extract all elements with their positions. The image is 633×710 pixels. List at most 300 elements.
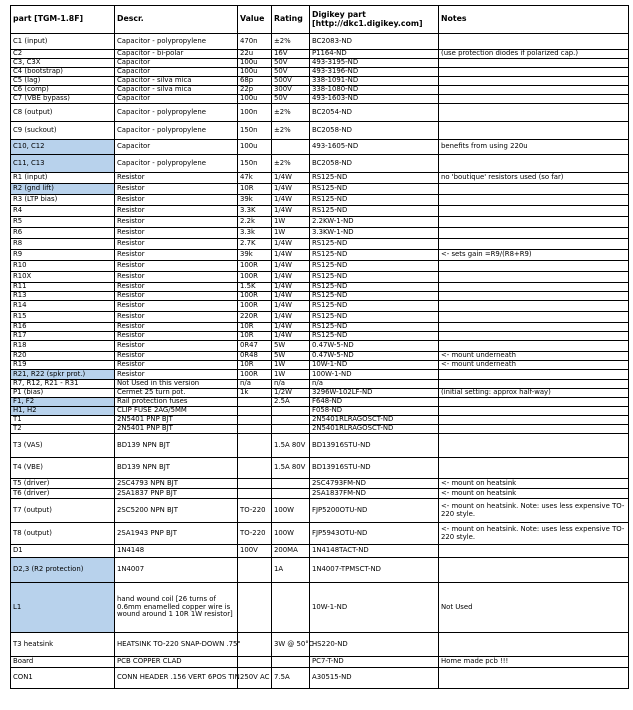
- value-cell: TO-220: [238, 499, 272, 523]
- descr-cell: 1N4148: [115, 545, 238, 558]
- descr-cell: Resistor: [115, 272, 238, 283]
- part-cell: R15: [11, 312, 115, 323]
- descr-cell: Capacitor: [115, 95, 238, 104]
- value-cell: 22u: [238, 50, 272, 59]
- part-cell: R10X: [11, 272, 115, 283]
- rating-cell: 3W @ 50°C: [272, 633, 310, 657]
- notes-cell: (initial setting: approx half-way): [439, 389, 629, 398]
- table-row: [11, 361, 629, 370]
- col-header-notes: Notes: [439, 6, 629, 34]
- col-header-digikey: Digikey part [http://dkc1.digikey.com]: [310, 6, 439, 34]
- part-cell: R16: [11, 323, 115, 332]
- value-cell: TO-220: [238, 523, 272, 545]
- descr-cell: 2SA1943 PNP BJT: [115, 523, 238, 545]
- digikey-part-cell: FJP5943OTU-ND: [310, 523, 439, 545]
- value-cell: 100R: [238, 370, 272, 380]
- rating-cell: ±2%: [272, 155, 310, 173]
- descr-cell: 2SC5200 NPN BJT: [115, 499, 238, 523]
- digikey-part-cell: BC2058-ND: [310, 122, 439, 140]
- value-cell: [238, 398, 272, 407]
- rating-cell: ±2%: [272, 122, 310, 140]
- descr-cell: CONN HEADER .156 VERT 6POS TIN: [115, 668, 238, 689]
- table-row: [11, 140, 629, 155]
- descr-cell: Resistor: [115, 239, 238, 250]
- digikey-part-cell: 10W-1-ND: [310, 361, 439, 370]
- table-row: [11, 332, 629, 341]
- part-cell: C4 (bootstrap): [11, 68, 115, 77]
- value-cell: 220R: [238, 312, 272, 323]
- descr-cell: Resistor: [115, 301, 238, 312]
- notes-cell: [439, 34, 629, 50]
- value-cell: [238, 583, 272, 633]
- value-cell: 100R: [238, 261, 272, 272]
- digikey-part-cell: 338-1080-ND: [310, 86, 439, 95]
- table-row: [11, 370, 629, 380]
- rating-cell: 1/4W: [272, 173, 310, 184]
- table-row: [11, 104, 629, 122]
- table-row: [11, 434, 629, 458]
- digikey-part-cell: RS125-ND: [310, 239, 439, 250]
- digikey-part-cell: RS125-ND: [310, 301, 439, 312]
- rating-cell: 50V: [272, 68, 310, 77]
- notes-cell: [439, 633, 629, 657]
- digikey-part-cell: 2.2KW-1-ND: [310, 217, 439, 228]
- notes-cell: [439, 206, 629, 217]
- part-cell: R10: [11, 261, 115, 272]
- digikey-part-cell: RS125-ND: [310, 323, 439, 332]
- part-cell: C5 (lag): [11, 77, 115, 86]
- digikey-part-cell: RS125-ND: [310, 184, 439, 195]
- table-row: [11, 206, 629, 217]
- descr-cell: Resistor: [115, 195, 238, 206]
- notes-cell: [439, 239, 629, 250]
- descr-cell: 2SC4793 NPN BJT: [115, 479, 238, 489]
- descr-cell: Resistor: [115, 173, 238, 184]
- value-cell: [238, 458, 272, 479]
- rating-cell: 1/4W: [272, 283, 310, 292]
- notes-cell: [439, 668, 629, 689]
- notes-cell: [439, 407, 629, 416]
- digikey-part-cell: RS125-ND: [310, 272, 439, 283]
- descr-cell: Resistor: [115, 292, 238, 301]
- digikey-part-cell: P1164-ND: [310, 50, 439, 59]
- header-row: [11, 6, 629, 34]
- table-row: [11, 312, 629, 323]
- notes-cell: <- mount underneath: [439, 352, 629, 361]
- value-cell: 100R: [238, 292, 272, 301]
- notes-cell: [439, 59, 629, 68]
- table-row: [11, 239, 629, 250]
- part-cell: C8 (output): [11, 104, 115, 122]
- rating-cell: 1W: [272, 217, 310, 228]
- value-cell: 3.3K: [238, 206, 272, 217]
- value-cell: n/a: [238, 380, 272, 389]
- rating-cell: 300V: [272, 86, 310, 95]
- rating-cell: [272, 425, 310, 434]
- rating-cell: [272, 657, 310, 668]
- table-row: [11, 583, 629, 633]
- parts-table: [10, 5, 629, 689]
- notes-cell: [439, 301, 629, 312]
- notes-cell: [439, 184, 629, 195]
- rating-cell: 1/4W: [272, 250, 310, 261]
- notes-cell: <- sets gain =R9/(R8+R9): [439, 250, 629, 261]
- table-row: [11, 558, 629, 583]
- value-cell: 39k: [238, 250, 272, 261]
- value-cell: 22p: [238, 86, 272, 95]
- part-cell: R21, R22 (spkr prot.): [11, 370, 115, 380]
- rating-cell: 1/4W: [272, 323, 310, 332]
- value-cell: 10R: [238, 332, 272, 341]
- digikey-part-cell: 2SA1837FM-ND: [310, 489, 439, 499]
- descr-cell: Capacitor - bi-polar: [115, 50, 238, 59]
- part-cell: C6 (comp): [11, 86, 115, 95]
- value-cell: 100V: [238, 545, 272, 558]
- digikey-part-cell: BC2058-ND: [310, 155, 439, 173]
- rating-cell: [272, 140, 310, 155]
- table-row: [11, 228, 629, 239]
- rating-cell: 1/4W: [272, 261, 310, 272]
- part-cell: T2: [11, 425, 115, 434]
- digikey-part-cell: 0.47W-5-ND: [310, 352, 439, 361]
- notes-cell: [439, 332, 629, 341]
- notes-cell: [439, 416, 629, 425]
- part-cell: C10, C12: [11, 140, 115, 155]
- value-cell: [238, 633, 272, 657]
- table-row: [11, 34, 629, 50]
- part-cell: CON1: [11, 668, 115, 689]
- digikey-part-cell: HS220-ND: [310, 633, 439, 657]
- notes-cell: [439, 155, 629, 173]
- rating-cell: ±2%: [272, 104, 310, 122]
- rating-cell: 50V: [272, 59, 310, 68]
- rating-cell: [272, 583, 310, 633]
- descr-cell: Capacitor: [115, 59, 238, 68]
- rating-cell: 1/4W: [272, 184, 310, 195]
- digikey-part-cell: 0.47W-5-ND: [310, 341, 439, 352]
- part-cell: D1: [11, 545, 115, 558]
- digikey-part-cell: BC2054-ND: [310, 104, 439, 122]
- value-cell: 39k: [238, 195, 272, 206]
- value-cell: 100u: [238, 68, 272, 77]
- digikey-part-cell: F648-ND: [310, 398, 439, 407]
- part-cell: D2,3 (R2 protection): [11, 558, 115, 583]
- part-cell: R11: [11, 283, 115, 292]
- value-cell: 250V AC: [238, 668, 272, 689]
- part-cell: C9 (suckout): [11, 122, 115, 140]
- digikey-part-cell: 493-1603-ND: [310, 95, 439, 104]
- value-cell: 47k: [238, 173, 272, 184]
- descr-cell: Not Used in this version: [115, 380, 238, 389]
- rating-cell: 1W: [272, 361, 310, 370]
- digikey-part-cell: 10W-1-ND: [310, 583, 439, 633]
- value-cell: 100u: [238, 140, 272, 155]
- notes-cell: [439, 86, 629, 95]
- part-cell: T3 heatsink: [11, 633, 115, 657]
- table-row: [11, 341, 629, 352]
- notes-cell: <- mount on heatsink. Note: uses less expensive TO-220 style.: [439, 523, 629, 545]
- table-row: [11, 668, 629, 689]
- part-cell: R19: [11, 361, 115, 370]
- descr-cell: BD139 NPN BJT: [115, 434, 238, 458]
- table-row: [11, 499, 629, 523]
- descr-cell: Capacitor: [115, 68, 238, 77]
- rating-cell: 1/4W: [272, 239, 310, 250]
- value-cell: [238, 479, 272, 489]
- value-cell: 2.7K: [238, 239, 272, 250]
- digikey-part-cell: BC2083-ND: [310, 34, 439, 50]
- descr-cell: Capacitor - polypropylene: [115, 155, 238, 173]
- part-cell: C2: [11, 50, 115, 59]
- col-header-value: Value: [238, 6, 272, 34]
- descr-cell: Capacitor - silva mica: [115, 77, 238, 86]
- part-cell: T6 (driver): [11, 489, 115, 499]
- digikey-part-cell: 493-1605-ND: [310, 140, 439, 155]
- value-cell: [238, 407, 272, 416]
- digikey-part-cell: 2N5401RLRAGOSCT-ND: [310, 416, 439, 425]
- notes-cell: [439, 341, 629, 352]
- digikey-part-cell: RS125-ND: [310, 195, 439, 206]
- table-row: [11, 272, 629, 283]
- value-cell: 10R: [238, 361, 272, 370]
- notes-cell: (use protection diodes if polarized cap.): [439, 50, 629, 59]
- notes-cell: [439, 398, 629, 407]
- part-cell: C1 (input): [11, 34, 115, 50]
- notes-cell: [439, 545, 629, 558]
- part-cell: R8: [11, 239, 115, 250]
- part-cell: T7 (output): [11, 499, 115, 523]
- descr-cell: Resistor: [115, 312, 238, 323]
- rating-cell: 1W: [272, 370, 310, 380]
- descr-cell: hand wound coil [26 turns of 0.6mm enamelled copper wire is wound around 1 10R 1W resistor]: [115, 583, 238, 633]
- part-cell: R17: [11, 332, 115, 341]
- notes-cell: benefits from using 220u: [439, 140, 629, 155]
- digikey-part-cell: PC7-T-ND: [310, 657, 439, 668]
- notes-cell: [439, 228, 629, 239]
- table-row: [11, 479, 629, 489]
- value-cell: 0R48: [238, 352, 272, 361]
- part-cell: R7, R12, R21 - R31: [11, 380, 115, 389]
- table-row: [11, 173, 629, 184]
- descr-cell: Resistor: [115, 184, 238, 195]
- descr-cell: Capacitor: [115, 140, 238, 155]
- value-cell: [238, 425, 272, 434]
- part-cell: F1, F2: [11, 398, 115, 407]
- rating-cell: n/a: [272, 380, 310, 389]
- descr-cell: Resistor: [115, 261, 238, 272]
- table-row: [11, 155, 629, 173]
- digikey-part-cell: FJP5200OTU-ND: [310, 499, 439, 523]
- rating-cell: 100W: [272, 499, 310, 523]
- value-cell: 100R: [238, 301, 272, 312]
- table-row: [11, 523, 629, 545]
- part-cell: R20: [11, 352, 115, 361]
- part-cell: R9: [11, 250, 115, 261]
- digikey-part-cell: RS125-ND: [310, 332, 439, 341]
- notes-cell: Not Used: [439, 583, 629, 633]
- digikey-part-cell: RS125-ND: [310, 261, 439, 272]
- notes-cell: [439, 292, 629, 301]
- notes-cell: [439, 558, 629, 583]
- rating-cell: 1/4W: [272, 272, 310, 283]
- part-cell: T4 (VBE): [11, 458, 115, 479]
- rating-cell: 1W: [272, 228, 310, 239]
- table-row: [11, 545, 629, 558]
- notes-cell: [439, 68, 629, 77]
- table-row: [11, 425, 629, 434]
- rating-cell: 200MA: [272, 545, 310, 558]
- descr-cell: 2N5401 PNP BJT: [115, 425, 238, 434]
- part-cell: C7 (VBE bypass): [11, 95, 115, 104]
- value-cell: 1k: [238, 389, 272, 398]
- table-row: [11, 458, 629, 479]
- digikey-part-cell: RS125-ND: [310, 206, 439, 217]
- value-cell: 150n: [238, 122, 272, 140]
- part-cell: R14: [11, 301, 115, 312]
- descr-cell: Capacitor - polypropylene: [115, 122, 238, 140]
- digikey-part-cell: A30515-ND: [310, 668, 439, 689]
- digikey-part-cell: RS125-ND: [310, 283, 439, 292]
- descr-cell: Resistor: [115, 332, 238, 341]
- descr-cell: Rail protection fuses: [115, 398, 238, 407]
- rating-cell: 1/4W: [272, 195, 310, 206]
- notes-cell: [439, 434, 629, 458]
- table-row: [11, 292, 629, 301]
- table-row: [11, 122, 629, 140]
- rating-cell: 50V: [272, 95, 310, 104]
- notes-cell: [439, 370, 629, 380]
- notes-cell: [439, 261, 629, 272]
- digikey-part-cell: F058-ND: [310, 407, 439, 416]
- part-cell: C3, C3X: [11, 59, 115, 68]
- descr-cell: Cermet 25 turn pot.: [115, 389, 238, 398]
- notes-cell: [439, 283, 629, 292]
- descr-cell: Resistor: [115, 206, 238, 217]
- rating-cell: 2.5A: [272, 398, 310, 407]
- table-row: [11, 301, 629, 312]
- notes-cell: [439, 122, 629, 140]
- notes-cell: no 'boutique' resistors used (so far): [439, 173, 629, 184]
- value-cell: [238, 558, 272, 583]
- rating-cell: 1/4W: [272, 332, 310, 341]
- notes-cell: [439, 195, 629, 206]
- part-cell: Board: [11, 657, 115, 668]
- descr-cell: Resistor: [115, 250, 238, 261]
- value-cell: 100R: [238, 272, 272, 283]
- value-cell: 100u: [238, 59, 272, 68]
- table-row: [11, 489, 629, 499]
- part-cell: C11, C13: [11, 155, 115, 173]
- descr-cell: 2N5401 PNP BJT: [115, 416, 238, 425]
- notes-cell: [439, 312, 629, 323]
- rating-cell: 1.5A 80V: [272, 434, 310, 458]
- rating-cell: 1.5A 80V: [272, 458, 310, 479]
- value-cell: [238, 416, 272, 425]
- descr-cell: 1N4007: [115, 558, 238, 583]
- notes-cell: <- mount on heatsink: [439, 489, 629, 499]
- part-cell: R1 (input): [11, 173, 115, 184]
- descr-cell: PCB COPPER CLAD: [115, 657, 238, 668]
- digikey-part-cell: 1N4148TACT-ND: [310, 545, 439, 558]
- digikey-part-cell: BD13916STU-ND: [310, 434, 439, 458]
- rating-cell: 1/4W: [272, 292, 310, 301]
- rating-cell: 1/2W: [272, 389, 310, 398]
- rating-cell: 1/4W: [272, 206, 310, 217]
- rating-cell: [272, 407, 310, 416]
- col-header-descr: Descr.: [115, 6, 238, 34]
- value-cell: 10R: [238, 323, 272, 332]
- value-cell: 1.5K: [238, 283, 272, 292]
- part-cell: T8 (output): [11, 523, 115, 545]
- descr-cell: CLIP FUSE 2AG/5MM: [115, 407, 238, 416]
- digikey-part-cell: BD13916STU-ND: [310, 458, 439, 479]
- col-header-part: part [TGM-1.8F]: [11, 6, 115, 34]
- value-cell: 150n: [238, 155, 272, 173]
- notes-cell: <- mount on heatsink: [439, 479, 629, 489]
- descr-cell: Resistor: [115, 361, 238, 370]
- rating-cell: 5W: [272, 352, 310, 361]
- digikey-part-cell: 1N4007-TPMSCT-ND: [310, 558, 439, 583]
- table-row: [11, 657, 629, 668]
- table-row: [11, 217, 629, 228]
- descr-cell: 2SA1837 PNP BJT: [115, 489, 238, 499]
- rating-cell: 1/4W: [272, 312, 310, 323]
- value-cell: 100n: [238, 104, 272, 122]
- descr-cell: BD139 NPN BJT: [115, 458, 238, 479]
- descr-cell: Capacitor - polypropylene: [115, 34, 238, 50]
- part-cell: R3 (LTP bias): [11, 195, 115, 206]
- notes-cell: [439, 323, 629, 332]
- value-cell: [238, 489, 272, 499]
- rating-cell: [272, 489, 310, 499]
- digikey-part-cell: 338-1091-ND: [310, 77, 439, 86]
- rating-cell: [272, 479, 310, 489]
- descr-cell: Capacitor - polypropylene: [115, 104, 238, 122]
- rating-cell: 100W: [272, 523, 310, 545]
- rating-cell: 7.5A: [272, 668, 310, 689]
- rating-cell: 1A: [272, 558, 310, 583]
- value-cell: 0R47: [238, 341, 272, 352]
- value-cell: 100u: [238, 95, 272, 104]
- notes-cell: [439, 272, 629, 283]
- digikey-part-cell: 3296W-102LF-ND: [310, 389, 439, 398]
- notes-cell: [439, 104, 629, 122]
- descr-cell: Resistor: [115, 323, 238, 332]
- part-cell: L1: [11, 583, 115, 633]
- rating-cell: 5W: [272, 341, 310, 352]
- rating-cell: ±2%: [272, 34, 310, 50]
- part-cell: R5: [11, 217, 115, 228]
- value-cell: [238, 434, 272, 458]
- descr-cell: Resistor: [115, 283, 238, 292]
- part-cell: H1, H2: [11, 407, 115, 416]
- rating-cell: 16V: [272, 50, 310, 59]
- digikey-part-cell: 493-3196-ND: [310, 68, 439, 77]
- descr-cell: Resistor: [115, 217, 238, 228]
- notes-cell: <- mount on heatsink. Note: uses less expensive TO-220 style.: [439, 499, 629, 523]
- digikey-part-cell: 2SC4793FM-ND: [310, 479, 439, 489]
- descr-cell: Resistor: [115, 352, 238, 361]
- rating-cell: [272, 416, 310, 425]
- part-cell: R18: [11, 341, 115, 352]
- part-cell: T5 (driver): [11, 479, 115, 489]
- descr-cell: Resistor: [115, 370, 238, 380]
- notes-cell: [439, 77, 629, 86]
- digikey-part-cell: n/a: [310, 380, 439, 389]
- descr-cell: Resistor: [115, 228, 238, 239]
- part-cell: R13: [11, 292, 115, 301]
- value-cell: 3.3k: [238, 228, 272, 239]
